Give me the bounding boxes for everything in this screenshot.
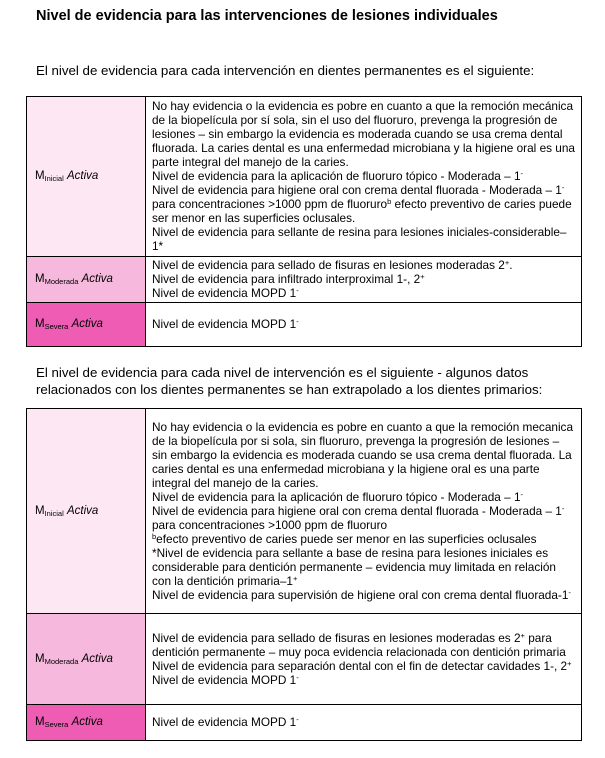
row-inicial: [27, 97, 582, 257]
text-severa: Nivel de evidencia MOPD 1-: [146, 705, 582, 741]
label-inicial-activa: $M_{Inicial}$ Activa: [27, 97, 146, 257]
label-inicial-activa: $M_{Inicial}$ Activa: [27, 409, 146, 614]
evidence-table-primary: [26, 408, 582, 741]
label-moderada-activa: $M_{Moderada}$ Activa: [27, 614, 146, 705]
row-severa: [27, 303, 582, 347]
label-severa-activa: $M_{Severa}$ Activa: [27, 705, 146, 741]
intro-permanent: El nivel de evidencia para cada intervención en dientes permanentes es el siguiente:: [36, 63, 535, 78]
label-severa-activa: $M_{Severa}$ Activa: [27, 303, 146, 347]
row-moderada: [27, 614, 582, 705]
text-inicial: No hay evidencia o la evidencia es pobre en cuanto a que la remoción mecánica de la biopelícula por sí sola, sin el uso del fluoruro, prevenga la progresión de lesiones – sin embargo la evidencia es moderada cuando se usa crema dental fluorada. La caries dental es una enfermedad microbiana y la higiene oral es una parte integral del manejo de la caries. Nivel de evidencia para la aplicación de fluoruro tópico - Moderada – 1- Nivel de evidencia para higiene oral con crema dental fluorada - Moderada – 1- para concentraciones >1000 ppm de fluoruro$^b$ efecto preventivo de caries puede ser menor en las superficies oclusales. Nivel de evidencia para sellante de resina para lesiones iniciales-considerable– 1*: [146, 97, 582, 257]
text-moderada: Nivel de evidencia para sellado de fisuras en lesiones moderadas 2+. Nivel de evidencia para infiltrado interproximal 1-, 2+ Nivel de evidencia MOPD 1-: [146, 257, 582, 303]
page-title: Nivel de evidencia para las intervenciones de lesiones individuales: [36, 8, 498, 24]
row-moderada: [27, 257, 582, 303]
text-inicial: No hay evidencia o la evidencia es pobre en cuanto a que la remoción mecanica de la biopelícula por si sola, sin fluoruro, prevenga la progresión de lesiones – sin embargo la evidencia es moderada cuando se usa crema dental fluorada. La caries dental es una enfermedad microbiana y la higiene oral es una parte integral del manejo de la caries. Nivel de evidencia para la aplicación de fluoruro tópico - Moderada – 1- Nivel de evidencia para higiene oral con crema dental fluorada - Moderada – 1- para concentraciones >1000 ppm de fluoruro $^b$efecto preventivo de caries puede ser menor en las superficies oclusales *Nivel de evidencia para sellante a base de resina para lesiones iniciales es considerable para dentición permanente – evidencia muy limitada en relación con la dentición primaria–1+ Nivel de evidencia para supervisión de higiene oral con crema dental fluorada-1-: [146, 409, 582, 614]
text-moderada: Nivel de evidencia para sellado de fisuras en lesiones moderadas es 2+ para dentición permanente – muy poca evidencia relacionada con dentición primaria Nivel de evidencia para separación dental con el fin de detectar cavidades 1-, 2+ Nivel de evidencia MOPD 1-: [146, 614, 582, 705]
intro-primary: El nivel de evidencia para cada nivel de intervención es el siguiente - algunos datos relacionados con los dientes permanentes se han extrapolado a los dientes primarios:: [36, 365, 543, 397]
row-severa: [27, 705, 582, 741]
row-inicial: [27, 409, 582, 614]
text-severa: Nivel de evidencia MOPD 1-: [146, 303, 582, 347]
evidence-table-permanent: [26, 96, 582, 347]
label-moderada-activa: $M_{Moderada}$ Activa: [27, 257, 146, 303]
